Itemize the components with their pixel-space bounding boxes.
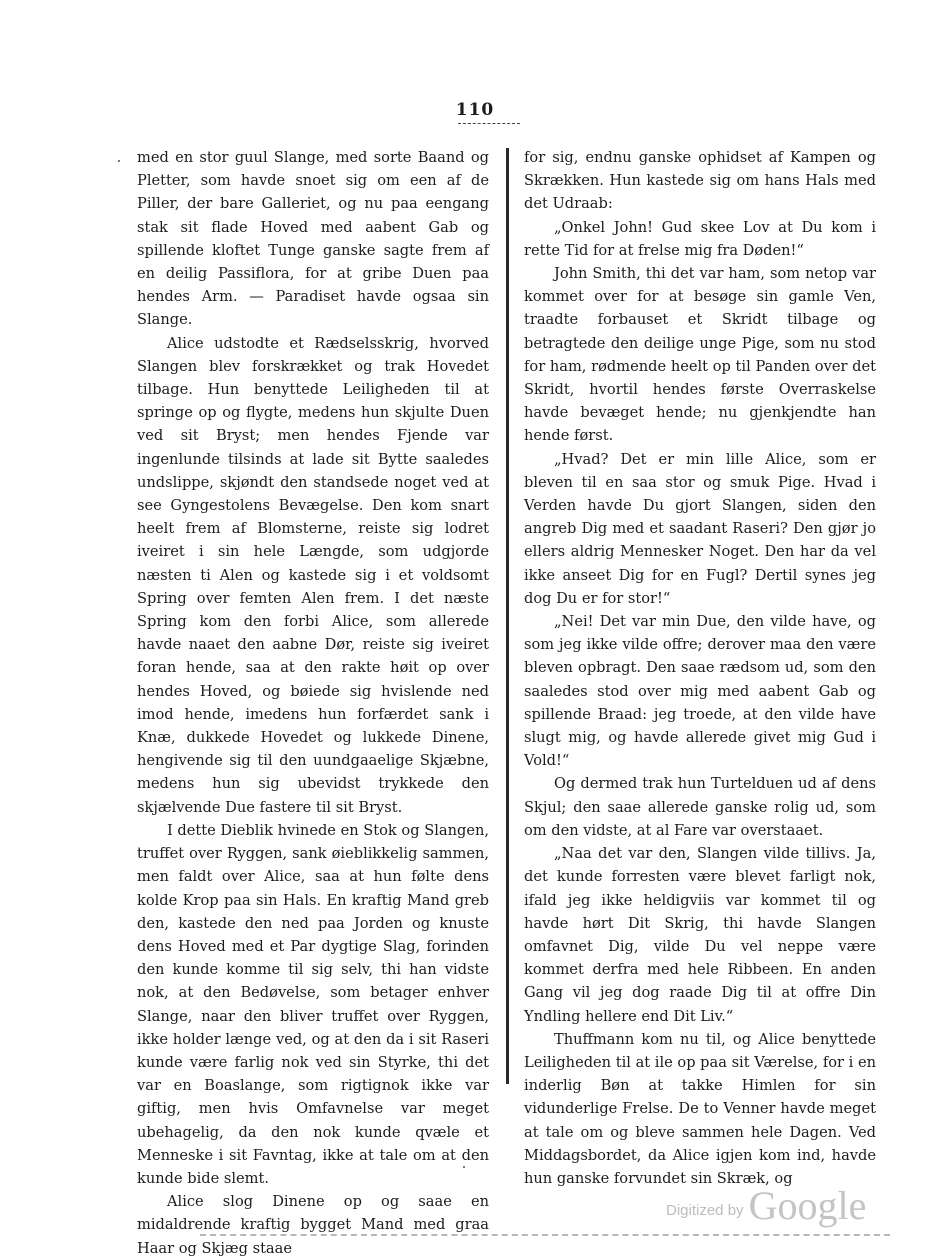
paragraph: „Nei! Det var min Due, den vilde have, og som jeg ikke vilde offre; derover maa den være bleven opbragt. Den saae rædsom ud, som den saaledes stod over mig med aabent Gab og spillende Braad: jeg troede, at den vilde have slugt mig, og havde allerede givet mig Gud i Vold!“	[524, 613, 876, 770]
paragraph: I dette Dieblik hvinede en Stok og Slangen, truffet over Ryggen, sank øieblikkelig sammen, men faldt over Alice, saa at hun følte dens kolde Krop paa sin Hals. En kraftig Mand greb den, kastede den ned paa Jorden og knuste dens Hoved med et Par dygtige Slag, forinden den kunde komme til sig selv, thi han vidste nok, at den Bedøvelse, som betager enhver Slange, naar den bliver truffet over Ryggen, ikke holder længe ved, og at den da i sit Raseri kunde være farlig nok ved sin Styrke, thi det var en Boaslange, som rigtignok ikke var giftig, men hvis Omfavnelse var meget ubehagelig, da den nok kunde qvæle et Menneske i sit Favntag, ikke at tale om at den kunde bide slemt.	[137, 821, 489, 1187]
paragraph: „Naa det var den, Slangen vilde tillivs. Ja, det kunde forresten være blevet farligt nok, ifald jeg ikke heldigviis var kommet til og havde hørt Dit Skrig, thi havde Slangen omfavnet Dig, vilde Du vel neppe være kommet derfra med hele Ribbeen. En anden Gang vil jeg dog raade Dig til at offre Din Yndling hellere end Dit Liv.“	[524, 845, 876, 1025]
left-column	[137, 146, 489, 1260]
bottom-scan-marks	[200, 1234, 890, 1240]
paragraph: Alice udstodte et Rædselsskrig, hvorved Slangen blev forskrækket og trak Hovedet tilbage. Hun benyttede Leiligheden til at springe op og flygte, medens hun skjulte Duen ved sit Bryst; men hendes Fjende var ingenlunde tilsinds at lade sit Bytte saaledes undslippe, skjøndt den standsede noget ved at see Gyngestolens Bevægelse. Den kom snart heelt frem af Blomsterne, reiste sig lodret iveiret i sin hele Længde, som udgjorde næsten ti Alen og kastede sig i et voldsomt Spring over femten Alen frem. I det næste Spring kom den forbi Alice, som allerede havde naaet den aabne Dør, reiste sig iveiret foran hende, saa at den rakte høit op over hendes Hoved, og bøiede sig hvislende ned imod hende, imedens hun forfærdet sank i Knæ, dukkede Hovedet og lukkede Dinene, hengivende sig til den uundgaaelige Skjæbne, medens hun sig ubevidst trykkede den skjælvende Due fastere til sit Bryst.	[137, 334, 489, 816]
right-column	[524, 146, 876, 1190]
paragraph: Og dermed trak hun Turtelduen ud af dens Skjul; den saae allerede ganske rolig ud, som om den vidste, at al Fare var overstaaet.	[524, 775, 876, 839]
digitized-by-google-watermark	[666, 1182, 876, 1226]
google-logo: Google	[748, 1183, 867, 1228]
column-divider	[506, 148, 509, 1084]
print-speck	[463, 1166, 465, 1168]
paragraph: Thuffmann kom nu til, og Alice benyttede Leiligheden til at ile op paa sit Værelse, for i en inderlig Bøn at takke Himlen for sin vidunderlige Frelse. De to Venner havde meget at tale om og bleve sammen hele Dagen. Ved Middagsbordet, da Alice igjen kom ind, havde hun ganske forvundet sin Skræk, og	[524, 1030, 876, 1187]
paragraph: Alice slog Dinene op og saae en midaldrende kraftig bygget Mand med graa Haar og Skjæg staae	[137, 1193, 489, 1257]
paragraph: „Hvad? Det er min lille Alice, som er bleven til en saa stor og smuk Pige. Hvad i Verden havde Du gjort Slangen, siden den angreb Dig med et saadant Raseri? Den gjør jo ellers aldrig Mennesker Noget. Den har da vel ikke anseet Dig for en Fugl? Dertil synes jeg dog Du er for stor!“	[524, 450, 876, 607]
paragraph: John Smith, thi det var ham, som netop var kommet over for at besøge sin gamle Ven, traadte forbauset et Skridt tilbage og betragtede den deilige unge Pige, som nu stod for ham, rødmende heelt op til Panden over det Skridt, hvortil hendes første Overraskelse havde bevæget hende; nu gjenkjendte han hende først.	[524, 265, 876, 445]
paragraph: „Onkel John! Gud skee Lov at Du kom i rette Tid for at frelse mig fra Døden!“	[524, 218, 876, 259]
watermark-prefix: Digitized by	[666, 1202, 744, 1219]
paragraph: med en stor guul Slange, med sorte Baand og Pletter, som havde snoet sig om een af de Piller, der bare Galleriet, og nu paa eengang stak sit flade Hoved med aabent Gab og spillende kloftet Tunge ganske sagte frem af en deilig Passiflora, for at gribe Duen paa hendes Arm. — Paradiset havde ogsaa sin Slange.	[137, 149, 489, 329]
paragraph: for sig, endnu ganske ophidset af Kampen og Skrækken. Hun kastede sig om hans Hals med det Udraab:	[524, 149, 876, 213]
header-rule	[458, 123, 520, 124]
page-number: 110	[455, 100, 495, 120]
print-speck	[118, 160, 120, 162]
